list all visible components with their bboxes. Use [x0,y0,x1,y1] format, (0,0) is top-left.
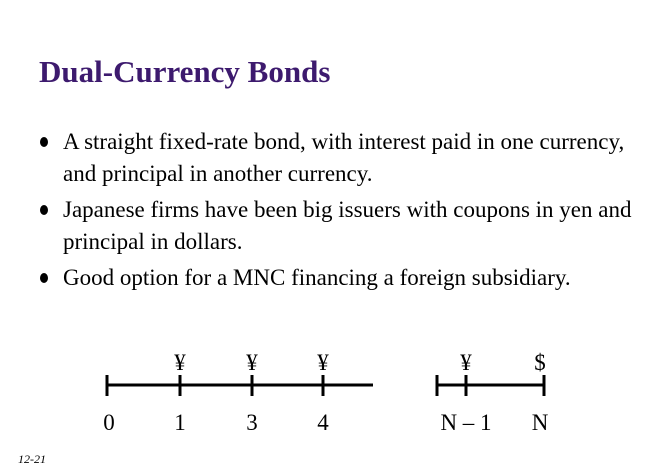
period-label: N – 1 [440,410,492,435]
cashflow-label: $ [534,350,546,375]
slide-title: Dual-Currency Bonds [39,54,331,89]
cashflow-label: ¥ [317,350,329,375]
bullet-text: Japanese firms have been big issuers with coupons in yen and principal in dollars. [63,197,632,254]
period-label: 1 [174,410,186,435]
period-label: N [531,410,549,435]
cashflow-label: ¥ [246,350,258,375]
period-label: 4 [317,410,329,435]
cashflow-label: ¥ [460,350,472,375]
slide-number: 12-21 [18,452,46,466]
period-label: 3 [246,410,258,435]
bullet-text: Good option for a MNC financing a foreign subsidiary. [63,265,571,290]
period-label: 0 [103,410,115,435]
bullet-text: A straight fixed-rate bond, with interest paid in one currency, and principal in another currency. [63,129,625,186]
cashflow-label: ¥ [174,350,186,375]
